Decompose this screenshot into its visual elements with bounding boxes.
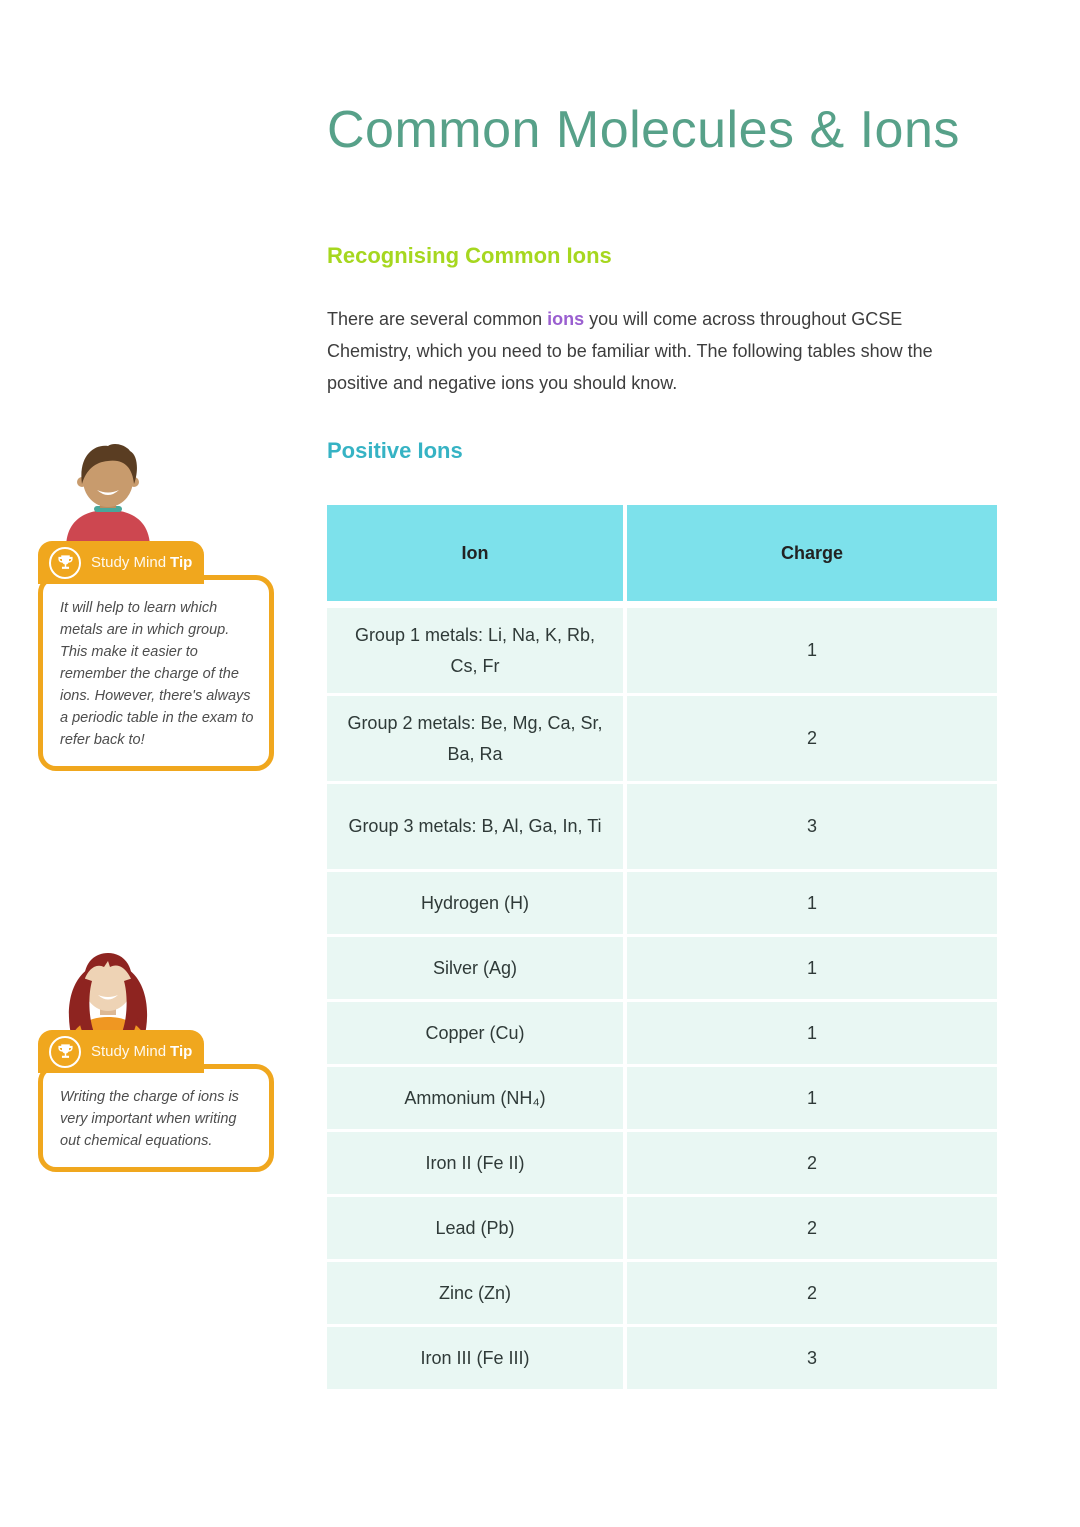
male-student-avatar — [46, 442, 170, 553]
ion-cell: Lead (Pb) — [327, 1197, 627, 1259]
table-row — [327, 1002, 997, 1067]
tip-brand-text: Study Mind — [91, 1043, 167, 1060]
charge-cell: 1 — [806, 1022, 817, 1043]
ion-cell: Group 1 metals: Li, Na, K, Rb, Cs, Fr — [327, 608, 627, 693]
table-row — [327, 784, 997, 872]
charge-cell: 1 — [806, 892, 817, 913]
tip-header-2 — [38, 1030, 204, 1073]
charge-cell: 3 — [806, 1347, 817, 1368]
table-row — [327, 1327, 997, 1392]
male-student-avatar-graphic — [46, 442, 170, 548]
subsection-heading: Positive Ions — [327, 438, 463, 463]
table-row — [327, 1132, 997, 1197]
page-title: Common Molecules & Ions — [327, 101, 960, 159]
tip-label — [91, 554, 192, 571]
charge-cell: 2 — [806, 1217, 817, 1238]
tip-callout-1 — [38, 541, 274, 771]
ion-cell: Ammonium (NH₄) — [327, 1067, 627, 1129]
charge-cell: 1 — [806, 1087, 817, 1108]
tip-bold-text: Tip — [170, 1043, 193, 1060]
ion-cell: Group 3 metals: B, Al, Ga, In, Ti — [327, 784, 627, 869]
intro-paragraph — [327, 303, 987, 399]
intro-text-after: you will come across throughout GCSE Chemistry, which you need to be familiar with. The following tables show the positive and negative ions you should know. — [327, 309, 933, 393]
table-row — [327, 1197, 997, 1262]
tip-bold-text: Tip — [170, 554, 193, 571]
intro-text-before: There are several common — [327, 309, 548, 329]
charge-cell: 2 — [806, 1152, 817, 1173]
ion-table-rows — [327, 608, 997, 1392]
ion-cell: Copper (Cu) — [327, 1002, 627, 1064]
section-heading: Recognising Common Ions — [327, 243, 612, 268]
table-row — [327, 608, 997, 696]
ion-cell: Group 2 metals: Be, Mg, Ca, Sr, Ba, Ra — [327, 696, 627, 781]
positive-ions-table — [327, 505, 997, 1392]
intro-ions-highlight: ions — [547, 309, 585, 329]
table-row — [327, 872, 997, 937]
ion-cell: Iron II (Fe II) — [327, 1132, 627, 1194]
table-row — [327, 937, 997, 1002]
table-row — [327, 1067, 997, 1132]
charge-cell: 1 — [806, 640, 817, 660]
tip-text-2: Writing the charge of ions is very important when writing out chemical equations. — [38, 1064, 274, 1172]
tip-text-1: It will help to learn which metals are in which group. This make it easier to remember the charge of the ions. However, there's always a periodic table in the exam to refer back to! — [38, 575, 274, 771]
tip-label — [91, 1043, 192, 1060]
tip-callout-2 — [38, 1030, 274, 1172]
charge-cell: 2 — [806, 1282, 817, 1303]
charge-cell: 1 — [806, 957, 817, 978]
charge-cell: 2 — [806, 728, 817, 748]
trophy-icon — [49, 1036, 81, 1068]
charge-cell: 3 — [806, 816, 817, 836]
tip-header-1 — [38, 541, 204, 584]
table-row — [327, 696, 997, 784]
ion-cell: Iron III (Fe III) — [327, 1327, 627, 1389]
table-header-charge: Charge — [780, 542, 843, 563]
table-header-row — [327, 505, 997, 608]
table-row — [327, 1262, 997, 1327]
ion-cell: Silver (Ag) — [327, 937, 627, 999]
tip-brand-text: Study Mind — [91, 554, 167, 571]
trophy-icon — [49, 547, 81, 579]
ion-cell: Hydrogen (H) — [327, 872, 627, 934]
table-header-ion: Ion — [327, 505, 627, 601]
ion-cell: Zinc (Zn) — [327, 1262, 627, 1324]
